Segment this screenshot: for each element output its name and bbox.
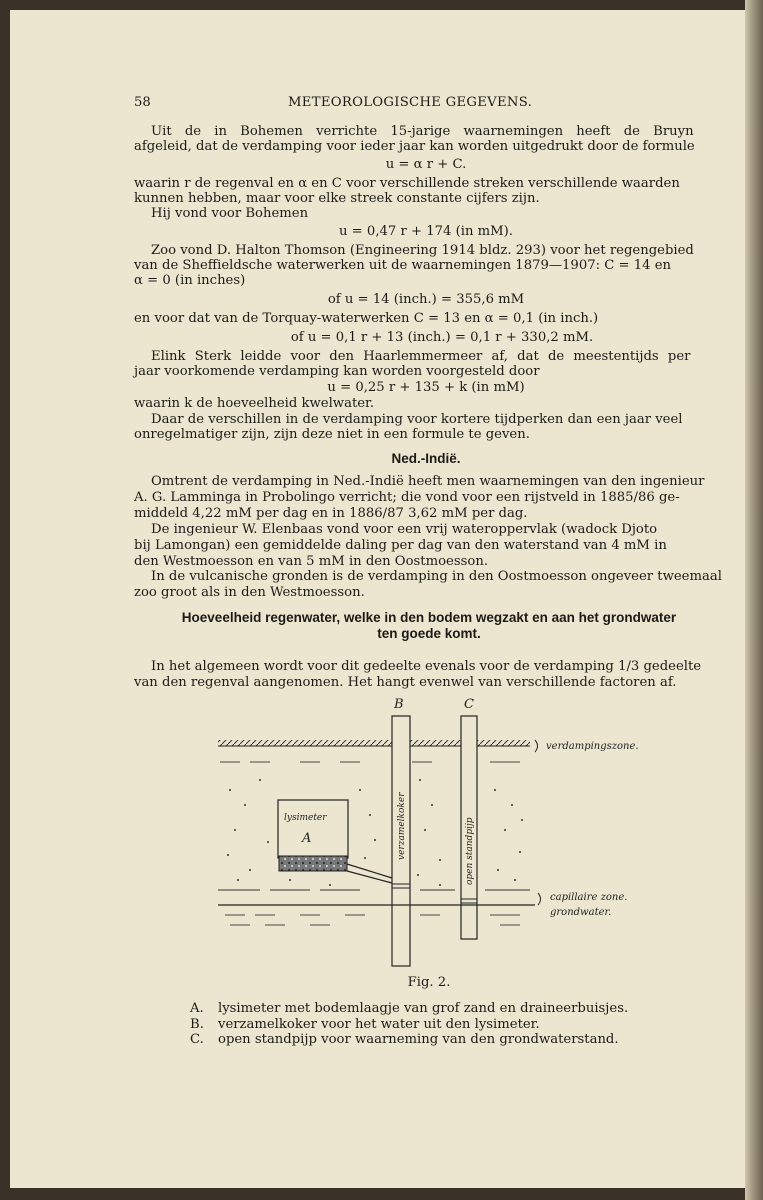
text-line: kunnen hebben, maar voor elke streek constante cijfers zijn. bbox=[134, 191, 540, 206]
collector-label: verzamelkoker bbox=[397, 792, 407, 860]
text-line: Zoo vond D. Halton Thomson (Engineering 1914 bldz. 293) voor het regengebied bbox=[151, 243, 694, 258]
evaporation-zone-label: verdampingszone. bbox=[546, 741, 639, 752]
legend-text: verzamelkoker voor het water uit den lysimeter. bbox=[218, 1017, 540, 1032]
text-line: A. G. Lamminga in Probolingo verricht; die vond voor een rijstveld in 1885/86 ge- bbox=[134, 490, 680, 505]
text-line: zoo groot als in den Westmoesson. bbox=[134, 585, 365, 600]
ground-surface bbox=[218, 740, 530, 746]
text-line: α = 0 (in inches) bbox=[134, 273, 246, 288]
text-line: en voor dat van de Torquay-waterwerken C = 13 en α = 0,1 (in inch.) bbox=[134, 311, 599, 326]
figure-2-diagram bbox=[205, 690, 675, 975]
text-line: bij Lamongan) een gemiddelde daling per dag van den waterstand van 4 mM in bbox=[134, 538, 667, 553]
book-spine bbox=[745, 0, 763, 1200]
lysimeter-letter: A bbox=[302, 831, 312, 846]
legend-key: B. bbox=[190, 1017, 204, 1032]
lysimeter-box bbox=[278, 800, 348, 858]
text-line: Hij vond voor Bohemen bbox=[151, 206, 309, 221]
legend-text: lysimeter met bodemlaagje van grof zand en draineerbuisjes. bbox=[218, 1001, 629, 1016]
lysimeter-label: lysimeter bbox=[284, 813, 327, 823]
lysimeter-sand-layer bbox=[279, 856, 347, 871]
legend-key: C. bbox=[190, 1032, 204, 1047]
section-heading: ten goede komt. bbox=[377, 626, 481, 641]
formula: u = 0,47 r + 174 (in mM). bbox=[339, 224, 513, 239]
text-line: Elink Sterk leidde voor den Haarlemmermeer af, dat de meestentijds per bbox=[151, 349, 691, 364]
soil-dots bbox=[227, 779, 523, 886]
legend-text: open standpijp voor waarneming van den grondwaterstand. bbox=[218, 1032, 619, 1047]
running-head: METEOROLOGISCHE GEGEVENS. bbox=[288, 95, 533, 110]
text-line: jaar voorkomende verdamping kan worden voorgesteld door bbox=[134, 364, 540, 379]
text-line: Omtrent de verdamping in Ned.-Indië heeft men waarnemingen van den ingenieur bbox=[151, 474, 705, 489]
text-line: middeld 4,22 mM per dag en in 1886/87 3,62 mM per dag. bbox=[134, 506, 528, 521]
label-b: B bbox=[394, 697, 404, 712]
text-line: Uit de in Bohemen verrichte 15-jarige waarnemingen heeft de Bruyn bbox=[151, 124, 694, 139]
text-line: waarin r de regenval en α en C voor verschillende streken verschillende waarden bbox=[134, 176, 680, 191]
text-line: De ingenieur W. Elenbaas vond voor een vrij wateroppervlak (wadock Djoto bbox=[151, 522, 658, 537]
formula: u = α r + C. bbox=[385, 157, 467, 172]
text-line: den Westmoesson en van 5 mM in den Oostmoesson. bbox=[134, 554, 489, 569]
legend-key: A. bbox=[190, 1001, 204, 1016]
formula: of u = 0,1 r + 13 (inch.) = 0,1 r + 330,2 mM. bbox=[290, 330, 594, 345]
text-line: van den regenval aangenomen. Het hangt evenwel van verschillende factoren af. bbox=[134, 675, 677, 690]
formula: u = 0,25 r + 135 + k (in mM) bbox=[327, 380, 525, 395]
standpipe-label: open standpijp bbox=[465, 817, 475, 885]
label-c: C bbox=[464, 697, 474, 712]
capillary-zone-label: capillaire zone. bbox=[550, 892, 628, 903]
section-heading: Hoeveelheid regenwater, welke in den bodem wegzakt en aan het grondwater bbox=[181, 610, 677, 625]
text-line: waarin k de hoeveelheid kwelwater. bbox=[134, 396, 375, 411]
groundwater-label: grondwater. bbox=[550, 907, 612, 918]
text-line: van de Sheffieldsche waterwerken uit de waarnemingen 1879—1907: C = 14 en bbox=[134, 258, 672, 273]
section-heading: Ned.-Indië. bbox=[391, 451, 461, 466]
text-line: In het algemeen wordt voor dit gedeelte evenals voor de verdamping 1/3 gedeelte bbox=[151, 659, 702, 674]
formula: of u = 14 (inch.) = 355,6 mM bbox=[327, 292, 525, 307]
text-line: afgeleid, dat de verdamping voor ieder jaar kan worden uitgedrukt door de formule bbox=[134, 139, 695, 154]
figure-caption: Fig. 2. bbox=[407, 975, 451, 990]
page-number: 58 bbox=[134, 95, 151, 110]
text-line: In de vulcanische gronden is de verdamping in den Oostmoesson ongeveer tweemaal bbox=[151, 569, 722, 584]
text-line: onregelmatiger zijn, zijn deze niet in een formule te geven. bbox=[134, 427, 530, 442]
text-line: Daar de verschillen in de verdamping voor kortere tijdperken dan een jaar veel bbox=[151, 412, 683, 427]
